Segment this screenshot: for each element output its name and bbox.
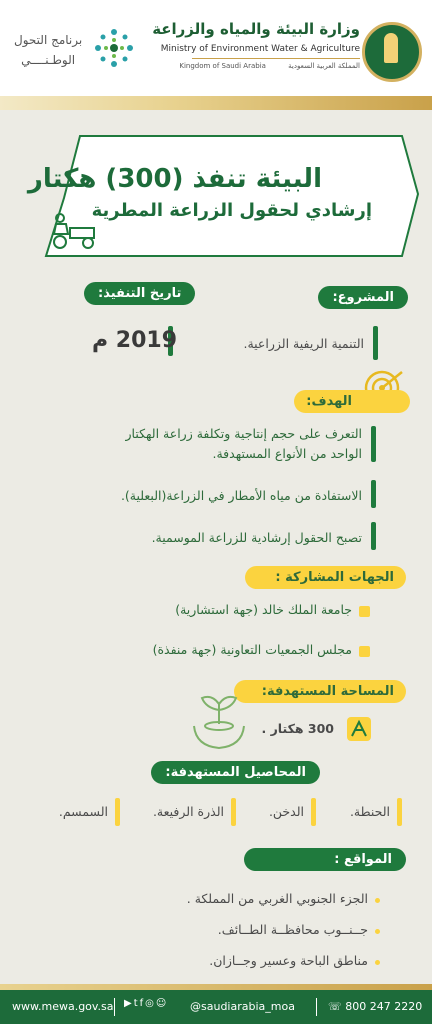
goal-label: الهدف: [294, 390, 410, 413]
footer-divider-2 [316, 998, 317, 1016]
crop-item-1: الحنطة. [349, 804, 390, 819]
tractor-icon [46, 208, 100, 250]
header-gold-stripe [0, 96, 432, 110]
area-label: المساحة المستهدفة: [234, 680, 406, 703]
goal-item-1b: الواحد من الأنواع المستهدفة. [212, 446, 362, 461]
project-value: التنمية الريفية الزراعية. [243, 336, 364, 351]
instagram-icon[interactable]: ◎ [145, 998, 156, 1009]
project-label: المشروع: [318, 286, 408, 309]
website-link[interactable]: www.mewa.gov.sa [12, 1000, 114, 1013]
crops-label: المحاصيل المستهدفة: [151, 761, 320, 784]
program-text [14, 30, 82, 70]
goal-item-1a: التعرف على حجم إنتاجية وتكلفة زراعة الهكتار [125, 426, 362, 441]
ministry-name-en: Ministry of Environment Water & Agriculture [160, 44, 360, 54]
location-bullet-1 [375, 898, 380, 903]
goal-item-2: الاستفادة من مياه الأمطار في الزراعة(البعلية). [120, 488, 362, 503]
location-item-1: الجزء الجنوبي الغربي من المملكة . [186, 891, 368, 906]
page-subtitle: إرشادي لحقول الزراعة المطرية [91, 200, 372, 221]
social-icons [124, 998, 168, 1009]
execution-date-value: 2019 م [92, 328, 178, 353]
execution-date-label: تاريخ التنفيذ: [84, 282, 195, 305]
phone-icon: ☏ [328, 1000, 342, 1013]
goal-bar-3 [371, 522, 376, 550]
locations-label: المواقع : [244, 848, 406, 871]
program-line-1: برنامج التحول [14, 33, 83, 47]
footer-divider-1 [114, 998, 115, 1016]
plant-hands-icon [188, 690, 250, 756]
program-line-2: الوطـنــــي [21, 53, 76, 67]
location-item-2: جــنــوب محافظــة الطــائف. [217, 922, 368, 937]
goal-bar-2 [371, 480, 376, 508]
ministry-name-ar: وزارة البيئة والمياه والزراعة [152, 20, 360, 38]
project-bar [373, 326, 378, 360]
participant-bullet-1 [359, 606, 370, 617]
snapchat-icon[interactable]: ☺ [155, 998, 169, 1009]
kingdom-ar: المملكة العربية السعودية [288, 62, 360, 70]
kingdom-en: Kingdom of Saudi Arabia [179, 62, 266, 70]
crop-item-2: الدخن. [268, 804, 304, 819]
crop-bar-2 [311, 798, 316, 826]
participant-item-1: جامعة الملك خالد (جهة استشارية) [175, 602, 352, 617]
saudi-emblem-icon [362, 22, 422, 82]
area-value: 300 هكتار . [261, 721, 334, 736]
field-icon [346, 716, 372, 742]
location-bullet-3 [375, 960, 380, 965]
goal-bar-1 [371, 426, 376, 462]
location-bullet-2 [375, 929, 380, 934]
vision-2030-icon [92, 26, 136, 70]
footer-bar [0, 990, 432, 1024]
crop-item-4: السمسم. [58, 804, 108, 819]
ministry-divider [192, 58, 360, 59]
youtube-icon[interactable]: ▶ [124, 998, 134, 1009]
phone-row[interactable] [328, 1000, 422, 1013]
twitter-icon[interactable]: t [133, 998, 140, 1009]
kingdom-line [179, 62, 360, 70]
crop-bar-4 [115, 798, 120, 826]
crop-bar-1 [397, 798, 402, 826]
page-title: البيئة تنفذ (300) هكتار [27, 164, 322, 194]
crop-bar-3 [231, 798, 236, 826]
participant-bullet-2 [359, 646, 370, 657]
participant-item-2: مجلس الجمعيات التعاونية (جهة منفذة) [152, 642, 352, 657]
location-item-3: مناطق الباحة وعسير وجــازان. [209, 953, 368, 968]
social-handle[interactable]: @saudiarabia_moa [190, 1000, 295, 1013]
goal-item-3: تصبح الحقول إرشادية للزراعة الموسمية. [151, 530, 362, 545]
crop-item-3: الذرة الرفيعة. [152, 804, 224, 819]
participants-label: الجهات المشاركة : [245, 566, 406, 589]
phone-number: 800 247 2220 [345, 1000, 423, 1013]
facebook-icon[interactable]: f [139, 998, 146, 1009]
